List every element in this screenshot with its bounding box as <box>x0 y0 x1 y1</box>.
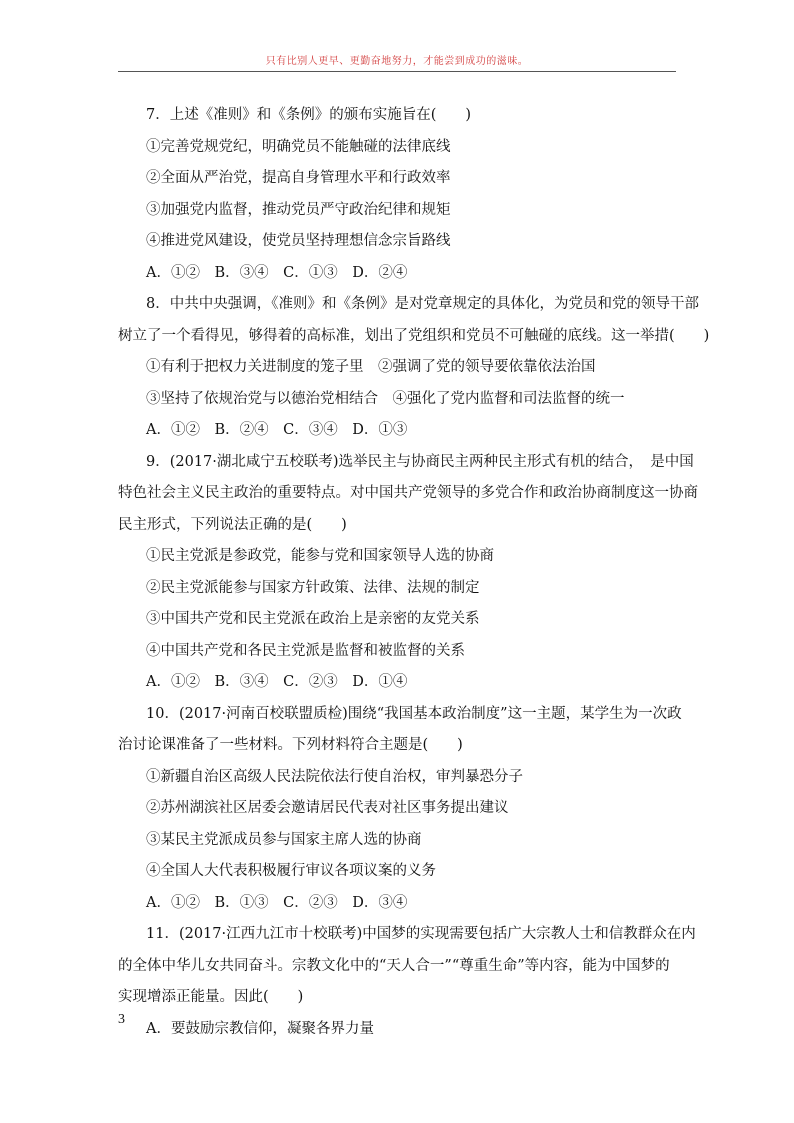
option-line: ③加强党内监督，推动党员严守政治纪律和规矩 <box>146 201 451 218</box>
option-line: ④推进党风建设，使党员坚持理想信念宗旨路线 <box>146 233 451 249</box>
header-divider <box>118 71 676 72</box>
question-line: 树立了一个看得见，够得着的高标准，划出了党组织和党员不可触碰的底线。这一举措( ) <box>118 327 710 344</box>
question-line: 7．上述《准则》和《条例》的颁布实施旨在( ) <box>146 107 472 123</box>
option-line: ②全面从严治党，提高自身管理水平和行政效率 <box>146 170 451 186</box>
page-header-motto: 只有比别人更早、更勤奋地努力，才能尝到成功的滋味。 <box>265 56 529 67</box>
question-content <box>118 100 710 1045</box>
question-line: 8．中共中央强调，《准则》和《条例》是对党章规定的具体化，为党员和党的领导干部 <box>146 296 699 312</box>
option-line: ①完善党规党纪，明确党员不能触碰的法律底线 <box>146 138 451 155</box>
option-line: A．①② B．③④ C．①③ D．②④ <box>146 264 408 281</box>
question-line: 10．(2017·河南百校联盟质检)围绕“我国基本政治制度”这一主题，某学生为一次政 <box>146 705 682 722</box>
option-line: ①民主党派是参政党，能参与党和国家领导人选的协商 <box>146 548 494 564</box>
option-line: ③某民主党派成员参与国家主席人选的协商 <box>146 831 422 848</box>
option-line: ②苏州湖滨社区居委会邀请居民代表对社区事务提出建议 <box>146 800 509 816</box>
option-line: A．①② B．③④ C．②③ D．①④ <box>146 674 408 690</box>
option-line: ④全国人大代表积极履行审议各项议案的义务 <box>146 863 436 879</box>
page-number: 3 <box>118 1012 125 1027</box>
question-line: 11．(2017·江西九江市十校联考)中国梦的实现需要包括广大宗教人士和信教群众在内 <box>146 926 696 942</box>
question-line: 治讨论课准备了一些材料。下列材料符合主题是( ) <box>118 737 463 753</box>
option-line: A．①② B．①③ C．②③ D．③④ <box>146 894 408 911</box>
question-line: 实现增添正能量。因此( ) <box>118 989 304 1005</box>
question-line: 的全体中华儿女共同奋斗。宗教文化中的“天人合一”“尊重生命”等内容，能为中国梦的 <box>118 957 670 974</box>
option-line: ③中国共产党和民主党派在政治上是亲密的友党关系 <box>146 611 480 627</box>
question-line: 民主形式，下列说法正确的是( ) <box>118 516 347 533</box>
option-line: ④中国共产党和各民主党派是监督和被监督的关系 <box>146 642 465 659</box>
question-line: 9．(2017·湖北咸宁五校联考)选举民主与协商民主两种民主形式有机的结合， 是中国 <box>146 453 694 470</box>
option-line: ①有利于把权力关进制度的笼子里 ②强调了党的领导要依靠依法治国 <box>146 359 596 375</box>
option-line: A．①② B．②④ C．③④ D．①③ <box>146 422 408 438</box>
option-line: ①新疆自治区高级人民法院依法行使自治权，审判暴恐分子 <box>146 768 523 785</box>
option-line: ②民主党派能参与国家方针政策、法律、法规的制定 <box>146 579 480 596</box>
question-line: 特色社会主义民主政治的重要特点。对中国共产党领导的多党合作和政治协商制度这一协商 <box>118 485 698 501</box>
option-line: A．要鼓励宗教信仰，凝聚各界力量 <box>146 1020 374 1037</box>
option-line: ③坚持了依规治党与以德治党相结合 ④强化了党内监督和司法监督的统一 <box>146 390 625 407</box>
